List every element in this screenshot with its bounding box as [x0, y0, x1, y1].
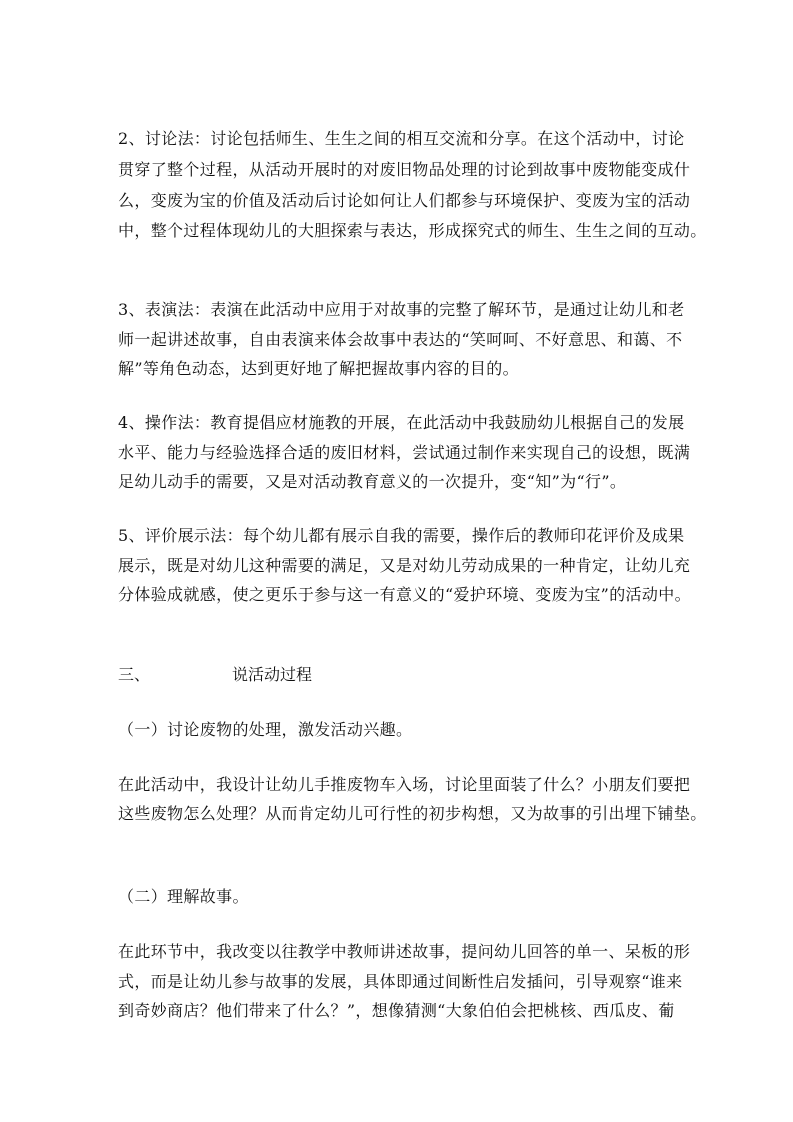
- section-title: 说活动过程: [232, 665, 313, 684]
- paragraph-line: 展示，既是对幼儿这种需要的满足，又是对幼儿劳动成果的一种肯定，让幼儿充: [118, 556, 691, 575]
- section-number: 三、: [118, 665, 151, 684]
- paragraph-line: 2、讨论法：讨论包括师生、生生之间的相互交流和分享。在这个活动中，讨论: [118, 129, 685, 148]
- paragraph-line: 在此活动中，我设计让幼儿手推废物车入场，讨论里面装了什么？小朋友们要把: [118, 775, 691, 794]
- paragraph-line: 水平、能力与经验选择合适的废旧材料，尝试通过制作来实现自己的设想，既满: [118, 443, 691, 462]
- paragraph-line: 足幼儿动手的需要，又是对活动教育意义的一次提升，变“知”为“行”。: [118, 472, 627, 491]
- paragraph-line: 5、评价展示法：每个幼儿都有展示自我的需要，操作后的教师印花评价及成果: [118, 526, 685, 545]
- paragraph-line: 3、表演法：表演在此活动中应用于对故事的完整了解环节，是通过让幼儿和老: [118, 300, 685, 319]
- paragraph-line: 贯穿了整个过程，从活动开展时的对废旧物品处理的讨论到故事中废物能变成什: [118, 160, 691, 179]
- paragraph-line: 这些废物怎么处理？从而肯定幼儿可行性的初步构想，又为故事的引出埋下铺垫。: [118, 804, 707, 823]
- paragraph-line: 解”等角色动态，达到更好地了解把握故事内容的目的。: [118, 359, 519, 378]
- paragraph-line: 中，整个过程体现幼儿的大胆探索与表达，形成探究式的师生、生生之间的互动。: [118, 221, 707, 240]
- subsection-title: （一）讨论废物的处理，激发活动兴趣。: [118, 720, 413, 739]
- subsection-title: （二）理解故事。: [118, 887, 249, 906]
- paragraph-line: 式，而是让幼儿参与故事的发展，具体即通过间断性启发插问，引导观察“谁来: [118, 972, 683, 991]
- paragraph-line: 到奇妙商店？他们带来了什么？”，想像猜测“大象伯伯会把桃核、西瓜皮、葡: [118, 1001, 675, 1020]
- paragraph-line: 在此环节中，我改变以往教学中教师讲述故事，提问幼儿回答的单一、呆板的形: [118, 942, 691, 961]
- paragraph-line: 么，变废为宝的价值及活动后讨论如何让人们都参与环境保护、变废为宝的活动: [118, 191, 691, 210]
- paragraph-line: 分体验成就感，使之更乐于参与这一有意义的“爱护环境、变废为宝”的活动中。: [118, 585, 691, 604]
- paragraph-line: 4、操作法：教育提倡应材施教的开展，在此活动中我鼓励幼儿根据自己的发展: [118, 413, 685, 432]
- paragraph-line: 师一起讲述故事，自由表演来体会故事中表达的“笑呵呵、不好意思、和蔼、不: [118, 330, 683, 349]
